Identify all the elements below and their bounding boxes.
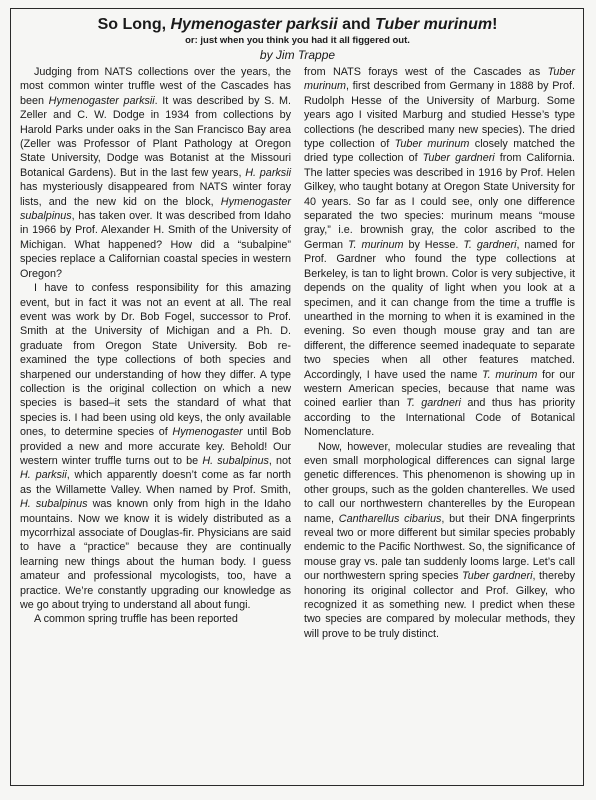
paragraph: from NATS forays west of the Cascades as Tuber murinum, first described from Germany in 1888 by Prof. Rudolph Hesse of the University of Marburg. Some years ago I visited Marburg and studied Hesse’s type collections (he described many new species). The dried type collection of Tuber murinum closely matched the dried type collection of Tuber gardneri from California. The latter species was described in 1916 by Prof. Helen Gilkey, who taught botany at Oregon State University for 40 years. So far as I could see, only one difference separated the two species: murinum means “mouse gray,” i.e. brownish gray, the color ascribed to the German T. murinum by Hesse. T. gardneri, named for Prof. Gardner who found the type collections at Berkeley, is tan to light brown. Color is very subjective, it depends on the quality of light when you look at a specimen, and it can change from the time a truffle is unearthed in the morning to when it is examined in the evening. So even though mouse gray and tan are different, the difference seemed inadequate to separate two species when all other features matched. Accordingly, I have used the name T. murinum for our western American species, because that name was coined earlier than T. gardneri and thus has priority according to the International Code of Botanical Nomenclature. xyxy=(304,66,575,439)
article-frame xyxy=(10,8,584,786)
paragraph: I have to confess responsibility for this amazing event, but in fact it was not an event at all. The real event was work by Dr. Bob Fogel, successor to Prof. Smith at the University of Michigan and a Ph. D. graduate from Oregon State University. Bob re-examined the type collections of both species and sharpened our understanding of how they differ. A type collection is the original collection on which a new species is based–it sets the standard of what that species is. I had been using old keys, the only available ones, to determine species of Hymenogaster until Bob provided a new and more accurate key. Behold! Our western winter truffle turns out to be H. subalpinus, not H. parksii, which apparently doesn’t come as far north as the Willamette Valley. When named by Prof. Smith, H. subalpinus was known only from high in the Idaho mountains. Now we know it is widely distributed as a mycorrhizal associate of Douglas-fir. Physicians are said to have a “practice” because they are continually learning new things about the human body. I guess amateur and professional mycologists, too, have a practice. We’re constantly upgrading our knowledge as we go about trying to understand all about fungi. xyxy=(20,282,292,612)
right-column xyxy=(304,65,575,641)
paragraph: Judging from NATS collections over the years, the most common winter truffle west of the Cascades has been Hymenogaster parksii. It was described by S. M. Zeller and C. W. Dodge in 1934 from collections by Harold Parks under oaks in the San Francisco Bay area (Zeller was Professor of Plant Pathology at Oregon State University, Dodge was Botanist at the Missouri Botanical Gardens). But in the last few years, H. parksii has mysteriously disappeared from NATS winter foray lists, and the new kid on the block, Hymenogaster subalpinus, has taken over. It was described from Idaho in 1966 by Prof. Alexander H. Smith of the University of Michigan. What happened? How did a “subalpine” species replace a Californian coastal species in western Oregon? xyxy=(20,66,292,280)
author-byline: by Jim Trappe xyxy=(259,48,336,62)
left-column xyxy=(20,65,291,641)
article-subtitle: or: just when you think you had it all figgered out. xyxy=(185,35,410,46)
paragraph: A common spring truffle has been reported xyxy=(34,613,238,626)
article-body xyxy=(20,65,575,641)
paragraph: Now, however, molecular studies are revealing that even small morphological differences can signal large genetic differences. This phenomenon is showing up in other groups, such as the golden chanterelles. We used to call our northwestern chanterelles by the European name, Cantharellus cibarius, but their DNA fingerprints reveal two or more different but similar species probably endemic to the Pacific Northwest. So, the significance of mouse gray vs. pale tan suddenly looms large. Let’s call our northwestern spring species Tuber gardneri, thereby honoring its original collector and Prof. Gilkey, who recognized it as something new. I predict when these two species are compared by molecular methods, they will prove to be truly distinct. xyxy=(304,440,575,640)
article-title: So Long, Hymenogaster parksii and Tuber murinum! xyxy=(97,16,498,33)
